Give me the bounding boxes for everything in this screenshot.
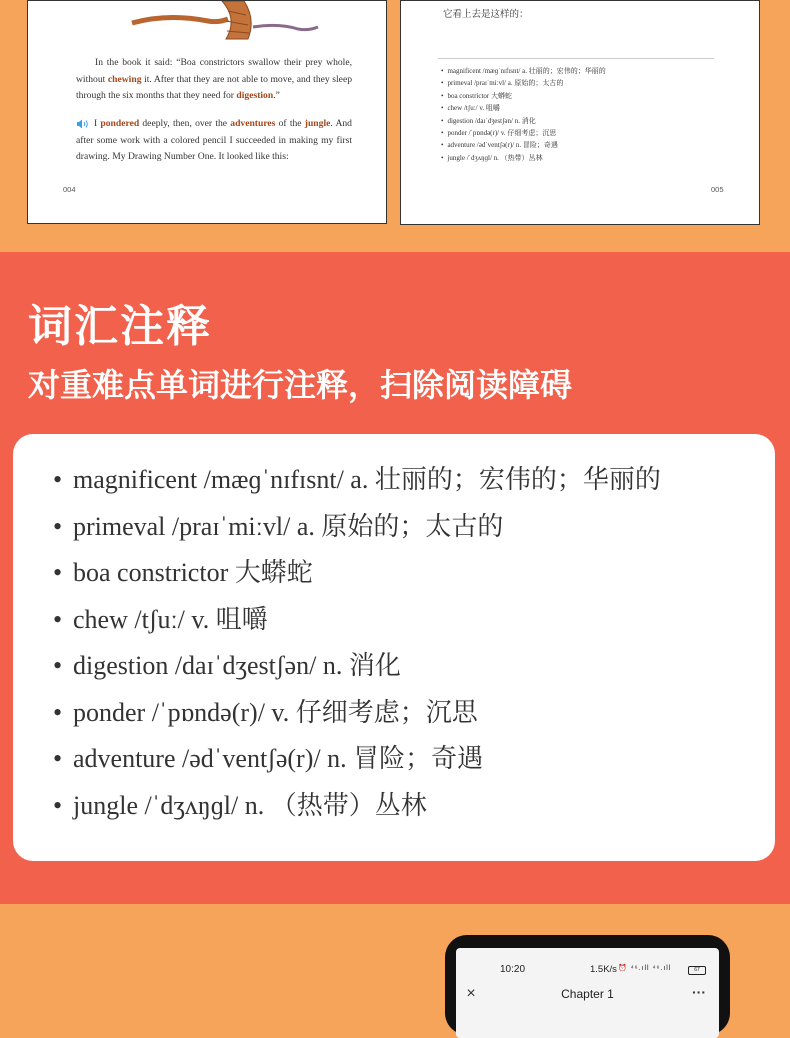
battery-icon: 67 xyxy=(688,966,706,975)
status-time: 10:20 xyxy=(500,964,526,975)
vocab-item: • boa constrictor 大蟒蛇 xyxy=(53,550,661,597)
highlight-pondered[interactable]: pondered xyxy=(100,118,140,129)
snake-illustration xyxy=(128,1,328,41)
vocab-item: • digestion /daɪˈdʒestʃən/ n. 消化 xyxy=(53,643,661,690)
section-subtitle: 对重难点单词进行注释，扫除阅读障碍 xyxy=(28,366,573,404)
highlight-jungle[interactable]: jungle xyxy=(304,118,331,129)
drawing-intro: 它看上去是这样的： xyxy=(443,9,529,20)
book-preview-band xyxy=(0,0,790,252)
divider xyxy=(438,58,714,59)
vocab-card xyxy=(13,434,775,861)
book-page-right xyxy=(400,0,760,225)
close-icon[interactable]: × xyxy=(466,985,476,1002)
status-icons: ⏰ ⁴⁶.ıll ⁴⁶.ıll xyxy=(618,965,672,972)
glossary-item: • magnificent /mæɡˈnɪfɪsnt/ a. 壮丽的；宏伟的；华丽的 xyxy=(441,65,606,77)
highlight-adventures[interactable]: adventures xyxy=(230,118,276,129)
glossary-item: • primeval /praɪˈmiːvl/ a. 原始的；太古的 xyxy=(441,77,606,89)
phone-mockup xyxy=(445,935,730,1035)
vocab-item: • primeval /praɪˈmiːvl/ a. 原始的；太古的 xyxy=(53,504,661,551)
vocab-item: • chew /tʃuː/ v. 咀嚼 xyxy=(53,597,661,644)
highlight-digestion[interactable]: digestion xyxy=(236,90,274,102)
page-number: 004 xyxy=(63,185,76,194)
vocab-item: • magnificent /mæɡˈnɪfɪsnt/ a. 壮丽的；宏伟的；华丽的 xyxy=(53,457,661,504)
section-title: 词汇注释 xyxy=(28,301,212,352)
page-number: 005 xyxy=(711,185,724,194)
vocab-item: • adventure /ədˈventʃə(r)/ n. 冒险；奇遇 xyxy=(53,736,661,783)
book-page-left xyxy=(27,0,387,224)
glossary-item: • digestion /daɪˈdʒestʃən/ n. 消化 xyxy=(441,115,606,127)
glossary-list xyxy=(441,65,606,164)
glossary-item: • chew /tʃuː/ v. 咀嚼 xyxy=(441,102,606,114)
glossary-item: • adventure /ədˈventʃə(r)/ n. 冒险；奇遇 xyxy=(441,139,606,151)
more-icon[interactable]: ··· xyxy=(692,984,706,1000)
chapter-title: Chapter 1 xyxy=(561,987,614,1001)
highlight-chewing[interactable]: chewing xyxy=(107,73,142,85)
phone-screen xyxy=(456,948,719,1038)
vocab-item: • jungle /ˈdʒʌŋɡl/ n. （热带）丛林 xyxy=(53,783,661,830)
glossary-item: • boa constrictor 大蟒蛇 xyxy=(441,90,606,102)
glossary-item: • jungle /ˈdʒʌŋɡl/ n. （热带）丛林 xyxy=(441,152,606,164)
paragraph-boa: In the book it said: “Boa constrictors swallow their prey whole, without chewing it. After that they are not able to move, and they sleep through the six months that they need for digestion.” xyxy=(76,57,352,102)
speaker-icon[interactable] xyxy=(76,119,89,129)
paragraph-ponder: I pondered deeply, then, over the adventures of the jungle. And after some work with a colored pencil I succeeded in making my first drawing. My Drawing Number One. It looked like this: xyxy=(76,118,352,163)
network-speed: 1.5K/s xyxy=(590,964,617,975)
glossary-item: • ponder /ˈpɒndə(r)/ v. 仔细考虑；沉思 xyxy=(441,127,606,139)
vocab-item: • ponder /ˈpɒndə(r)/ v. 仔细考虑；沉思 xyxy=(53,690,661,737)
vocab-list xyxy=(53,457,661,829)
